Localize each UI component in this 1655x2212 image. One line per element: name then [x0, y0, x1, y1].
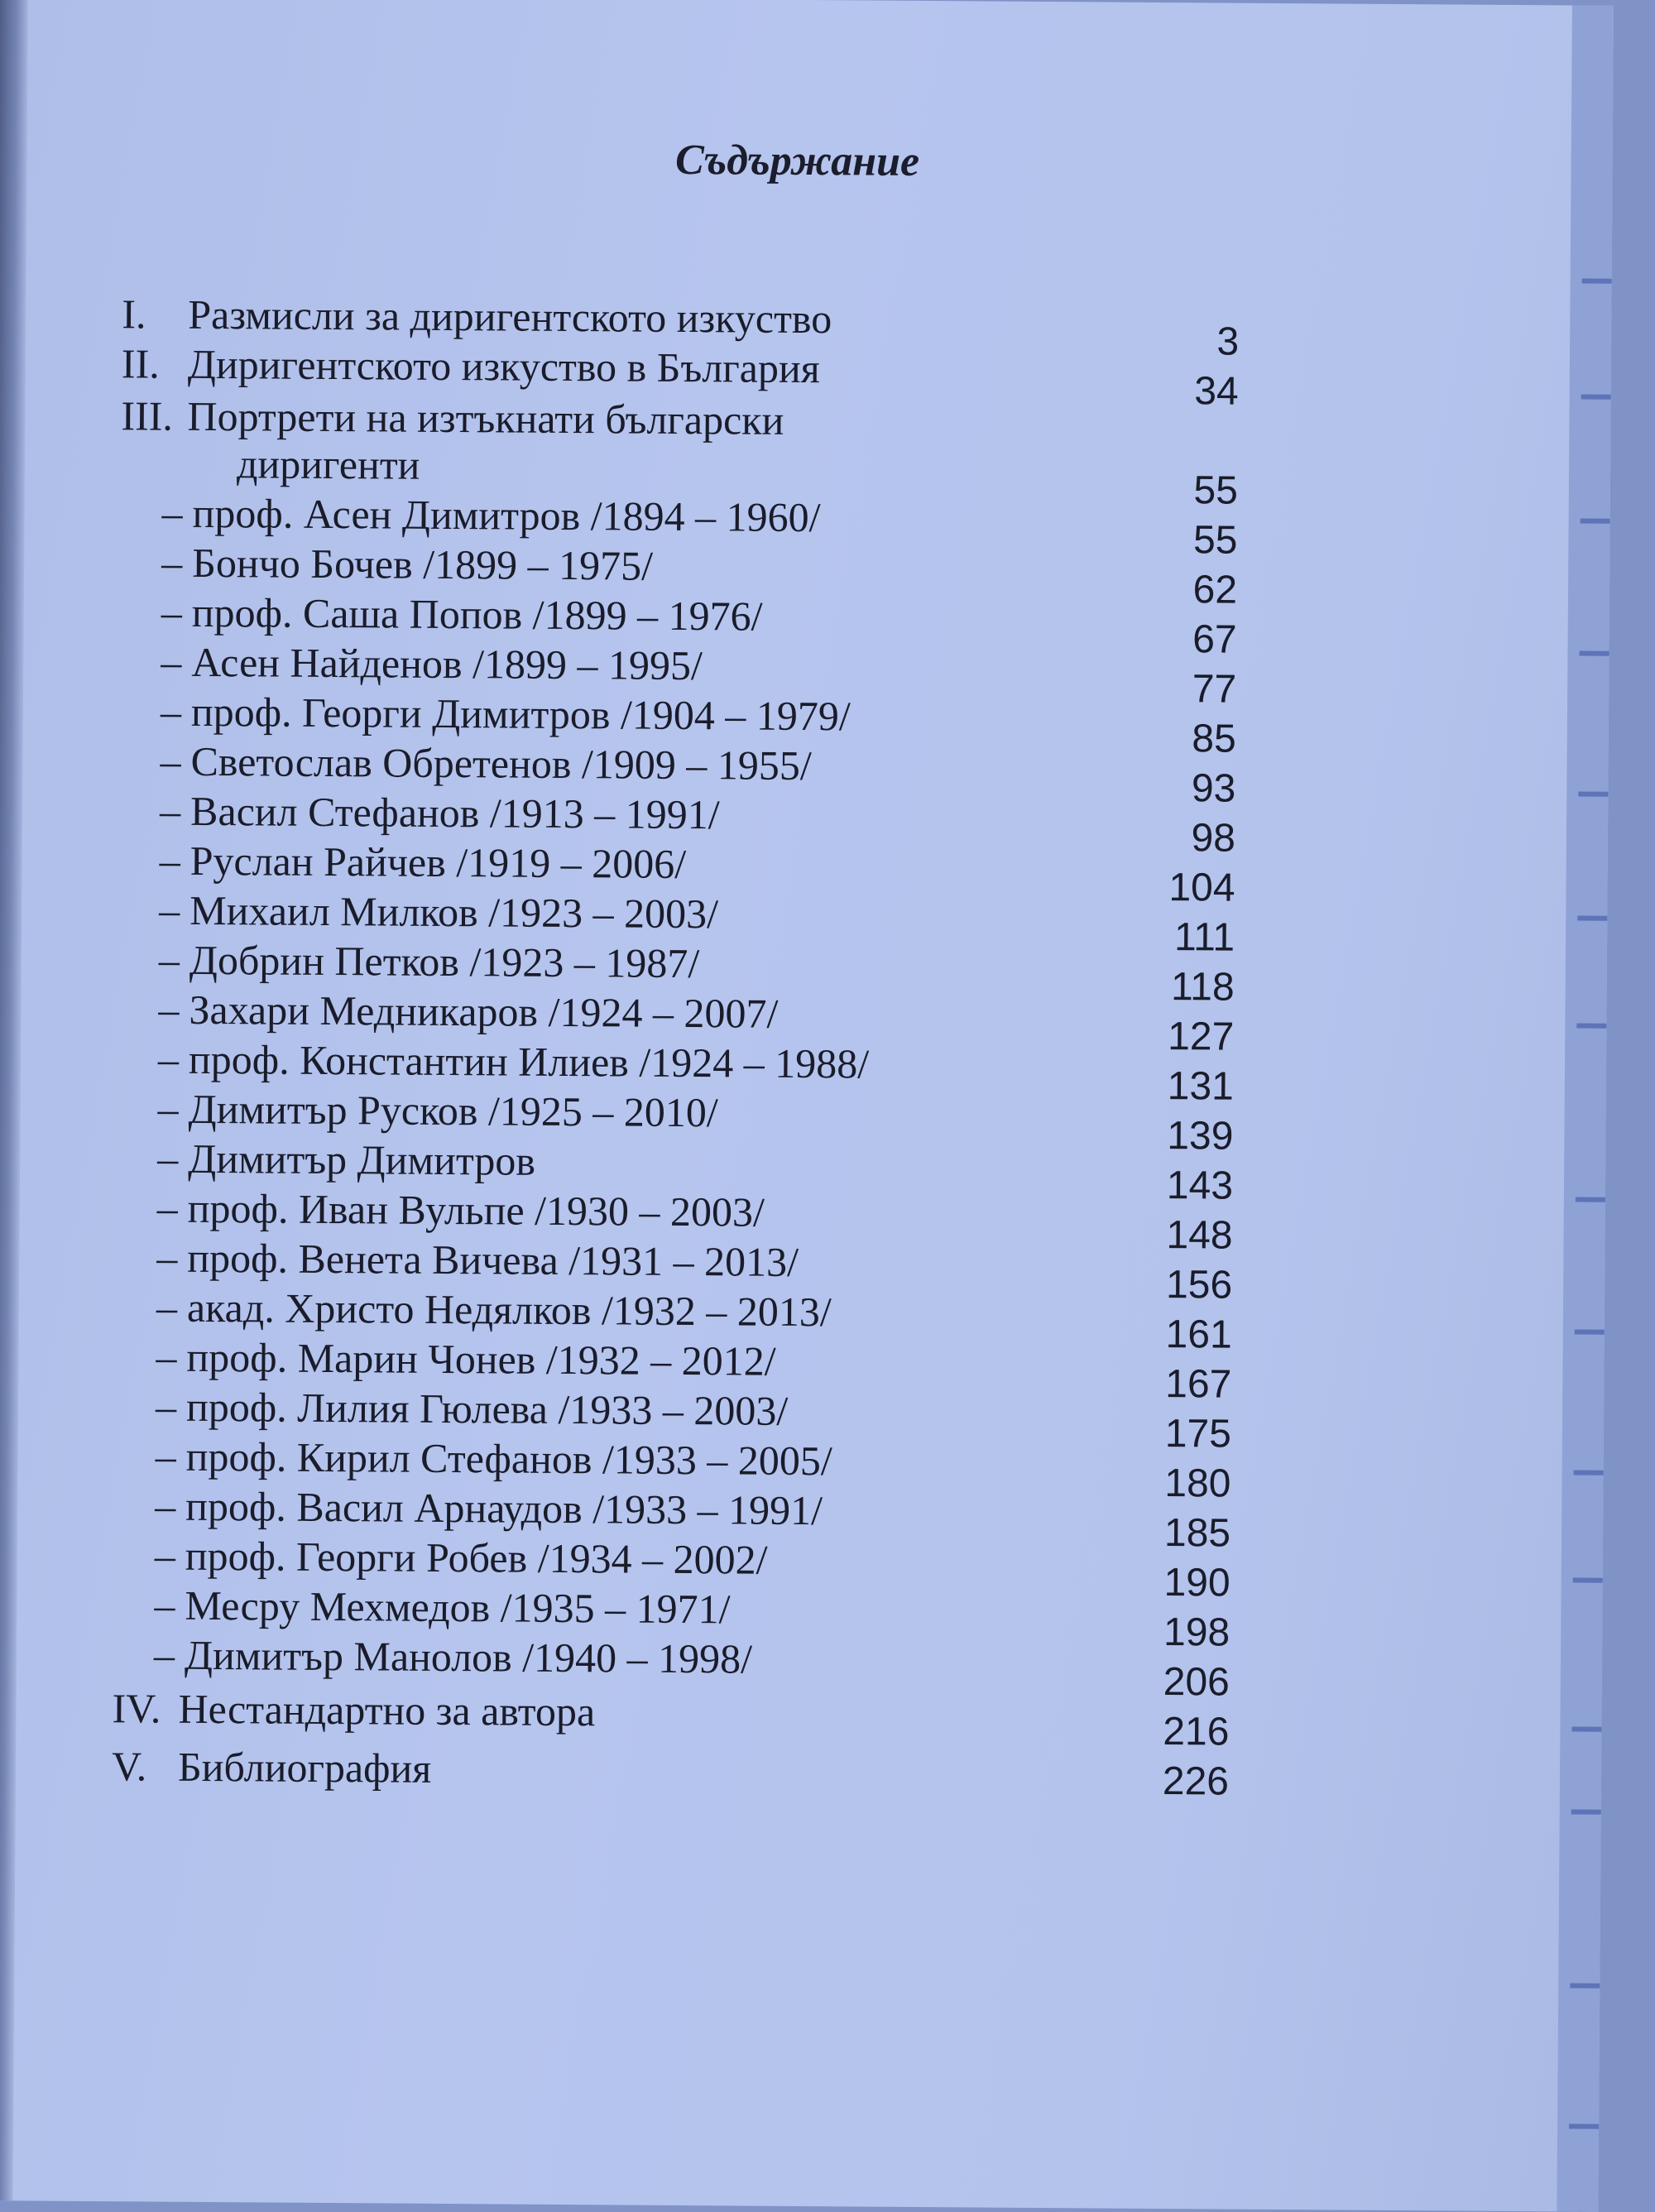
toc-page-number: 85: [1192, 717, 1236, 761]
toc-page-number: 34: [1194, 369, 1239, 414]
toc-dash: –: [155, 1383, 177, 1430]
toc-entry-text: проф. Кирил Стефанов /1933 – 2005/: [185, 1432, 832, 1485]
toc-dash: –: [155, 1432, 176, 1480]
toc-entry: [122, 289, 832, 343]
toc-entry: [121, 391, 784, 445]
toc-dash: –: [161, 638, 182, 685]
toc-entry: [161, 488, 820, 543]
toc-section-number: V.: [111, 1743, 147, 1790]
toc-entry: [159, 935, 700, 989]
toc-entry-text: акад. Христо Недялков /1932 – 2013/: [186, 1284, 832, 1336]
toc-page-number: 198: [1163, 1610, 1230, 1655]
toc-entry-text: проф. Асен Димитров /1894 – 1960/: [192, 489, 821, 541]
toc-dash: –: [156, 1234, 178, 1281]
toc-entry: [158, 1034, 870, 1089]
toc-entry-text: проф. Георги Робев /1934 – 2002/: [185, 1532, 768, 1583]
toc-entry: [157, 1134, 535, 1186]
toc-entry-text: Диригентското изкуство в България: [187, 340, 820, 392]
toc-entry: [156, 1233, 799, 1287]
toc-page-number: 206: [1163, 1660, 1230, 1705]
toc-entry-text: Портрети на изтъкнати български: [187, 392, 784, 444]
toc-page-number: 161: [1165, 1312, 1232, 1357]
toc-dash: –: [160, 688, 182, 735]
toc-page-number: 185: [1163, 1511, 1231, 1556]
page-title: Съдържание: [674, 136, 920, 185]
toc-entry-text: Нестандартно за автора: [178, 1685, 596, 1735]
toc-dash: –: [161, 489, 183, 536]
toc-entry: [156, 1283, 832, 1337]
toc-entry-text: проф. Лилия Гюлева /1933 – 2003/: [185, 1383, 789, 1434]
toc-entry: [161, 588, 763, 641]
toc-dash: –: [160, 737, 181, 785]
toc-entry-text: проф. Саша Попов /1899 – 1976/: [191, 588, 763, 640]
toc-page-number: 98: [1191, 816, 1236, 861]
toc-dash: –: [161, 588, 183, 636]
toc-entry-text: Асен Найденов /1899 – 1995/: [191, 638, 703, 689]
toc-page-number: 175: [1164, 1412, 1232, 1456]
toc-section-number: I.: [122, 290, 146, 338]
toc-entry: [155, 1432, 832, 1486]
toc-entry-text: проф. Иван Вульпе /1930 – 2003/: [187, 1184, 765, 1236]
toc-entry: [157, 1183, 765, 1237]
toc-page-number: 148: [1166, 1213, 1233, 1258]
toc-entry-text: проф. Константин Илиев /1924 – 1988/: [188, 1035, 870, 1087]
toc-page-number: 156: [1165, 1263, 1233, 1308]
toc-entry: [161, 637, 703, 691]
toc-entry-text: Размисли за диригентското изкуство: [188, 290, 832, 343]
toc-entry-text: Васил Стефанов /1913 – 1991/: [189, 787, 720, 838]
toc-page-number: 55: [1193, 468, 1239, 513]
toc-dash: –: [156, 1184, 178, 1231]
toc-entry: [160, 836, 687, 889]
toc-entry-text: проф. Васил Арнаудов /1933 – 1991/: [185, 1482, 823, 1534]
toc-entry: [160, 737, 812, 790]
toc-entry: [122, 338, 820, 393]
toc-page-number: 190: [1163, 1561, 1230, 1605]
toc-section-number: IV.: [112, 1685, 161, 1732]
toc-entry-text: диригенти: [236, 440, 420, 488]
toc-page-number: 143: [1166, 1164, 1234, 1208]
toc-page-number: 167: [1165, 1362, 1232, 1407]
toc-entry-text: Димитър Манолов /1940 – 1998/: [184, 1631, 753, 1682]
toc-entry: [112, 1683, 595, 1736]
toc-entry: [155, 1481, 823, 1536]
toc-entry-text: Димитър Русков /1925 – 2010/: [188, 1085, 718, 1136]
toc-section-number: III.: [121, 392, 174, 439]
toc-page-number: 127: [1167, 1015, 1235, 1059]
toc-section-number: II.: [121, 340, 160, 387]
toc-page-number: 93: [1191, 766, 1236, 811]
toc-dash: –: [159, 886, 180, 933]
toc-entry-text: Димитър Димитров: [188, 1135, 536, 1184]
toc-entry: [158, 985, 778, 1039]
toc-page-number: 3: [1216, 319, 1240, 364]
toc-dash: –: [156, 1284, 178, 1331]
toc-dash: –: [154, 1581, 175, 1629]
toc-dash: –: [154, 1532, 176, 1579]
toc-entry: [237, 439, 420, 490]
toc-entry-text: Библиография: [177, 1743, 432, 1792]
toc-dash: –: [157, 1035, 180, 1082]
toc-entry-text: Михаил Милков /1923 – 2003/: [189, 886, 719, 938]
toc-entry: [154, 1630, 752, 1684]
toc-page-number: 180: [1164, 1461, 1231, 1506]
toc-entry: [155, 1531, 768, 1585]
toc-entry: [161, 687, 851, 741]
toc-page-number: 62: [1192, 568, 1238, 612]
toc-page-number: 118: [1170, 965, 1235, 1010]
toc-entry-text: проф. Георги Димитров /1904 – 1979/: [190, 688, 851, 740]
toc-page-number: 55: [1192, 518, 1238, 563]
toc-entry-text: Добрин Петков /1923 – 1987/: [189, 936, 700, 987]
toc-page-number: 111: [1173, 915, 1235, 960]
toc-entry-text: Светослав Обретенов /1909 – 1955/: [190, 737, 812, 789]
toc-page-number: 226: [1162, 1759, 1230, 1804]
toc-page-number: 67: [1192, 617, 1237, 662]
toc-dash: –: [155, 1482, 176, 1529]
toc-dash: –: [157, 1135, 179, 1182]
toc-entry: [160, 786, 720, 840]
toc-entry: [159, 885, 718, 939]
toc-entry: [157, 1084, 718, 1138]
toc-dash: –: [158, 986, 180, 1033]
toc-entry: [112, 1741, 432, 1793]
toc-dash: –: [161, 539, 183, 586]
toc-page-number: 216: [1163, 1710, 1230, 1754]
toc-entry: [154, 1581, 731, 1634]
toc-entry-text: проф. Марин Чонев /1932 – 2012/: [186, 1333, 776, 1384]
toc-entry: [156, 1382, 789, 1436]
toc-entry-text: проф. Венета Вичева /1931 – 2013/: [187, 1234, 799, 1285]
toc-entry: [156, 1332, 776, 1386]
toc-entry-text: Месру Мехмедов /1935 – 1971/: [185, 1581, 731, 1633]
toc-entry-text: Захари Медникаров /1924 – 2007/: [189, 986, 779, 1037]
toc-page-number: 77: [1192, 667, 1237, 712]
toc-entry: [161, 538, 653, 591]
toc-dash: –: [159, 787, 181, 834]
toc-dash: –: [159, 837, 180, 884]
toc-page-number: 131: [1167, 1064, 1235, 1109]
toc-page-number: 104: [1168, 866, 1235, 910]
toc-dash: –: [158, 936, 180, 983]
toc-entry-text: Руслан Райчев /1919 – 2006/: [189, 837, 687, 888]
toc-dash: –: [156, 1333, 177, 1380]
toc-page-number: 139: [1167, 1114, 1234, 1159]
toc-entry-text: Бончо Бочев /1899 – 1975/: [192, 539, 654, 589]
toc-dash: –: [157, 1085, 179, 1132]
toc-dash: –: [153, 1631, 175, 1678]
